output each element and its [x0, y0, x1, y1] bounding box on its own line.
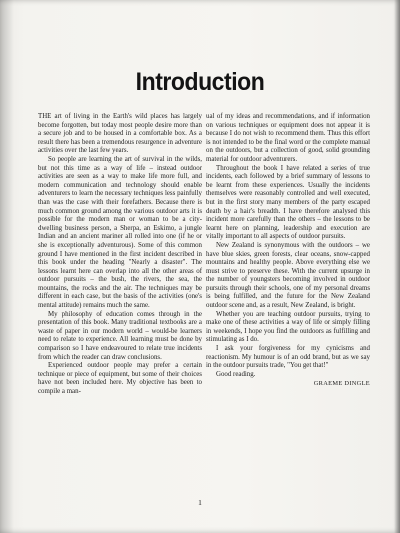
signoff: Good reading. — [216, 370, 256, 378]
page-number: 1 — [198, 498, 202, 507]
paragraph: THE art of living in the Earth's wild places has largely become forgotten, but today most people desire more than a secure job and to be housed in a comfortable box. As a result there has been a tremendous resurgence in adventure activities over the last few years. — [38, 113, 202, 155]
page-edge-shadow — [394, 0, 400, 533]
paragraph: New Zealand is synonymous with the outdoors – we have blue skies, green forests, clear oceans, snow-capped mountains and healthy people. Above everything else we must strive to preserve these. With the current upsurge in the number of youngsters becoming involved in outdoor pursuits through their schools, one of my personal dreams is being fulfilled, and the future for the New Zealand outdoor scene and, as a result, New Zealand, is bright. — [206, 241, 370, 310]
page-title: Introduction — [135, 68, 265, 96]
paragraph: I ask your forgiveness for my cynicisms and reactionism. My humour is of an odd brand, but as we say in the outdoor pursuits trade, "You get that!" — [206, 345, 370, 370]
paragraph: ual of my ideas and recommendations, and if information on various techniques or equipment does not appear it is because I do not wish to recommend them. Thus this effort is not intended to be the final word or the complete manual on the outdoors, but a collection of good, solid grounding material for outdoor adventurers. — [206, 113, 370, 163]
paragraph: My philosophy of education comes through in the presentation of this book. Many traditional textbooks are a waste of paper in our modern world – would-be learners need to relate to experience. All learning must be done by comparison so I have endeavoured to relate true incidents from which the reader can draw conclusions. — [38, 310, 202, 361]
paragraph: Whether you are teaching outdoor pursuits, trying to make one of these activities a way of life or simply filling in weekends, I hope you find the outdoors as fulfilling and stimulating as I do. — [206, 310, 370, 344]
paragraph: Throughout the book I have related a series of true incidents, each followed by a brief summary of lessons to be learnt from these experiences. Usually the incidents themselves were reasonably controlled and well executed, but in the first story many members of the party escaped death by a hair's breadth. I have therefore analysed this incident more carefully than the others – the lessons to be learnt here on planning, leadership and execution are vitally important to all aspects of outdoor pursuits. — [206, 164, 370, 241]
left-column — [38, 113, 202, 397]
paragraph: Experienced outdoor people may prefer a certain technique or piece of equipment, but some of their choices have not been included here. My objective has been to compile a man- — [38, 362, 202, 395]
author-signature: GRAEME DINGLE — [313, 380, 370, 388]
paragraph: So people are learning the art of survival in the wilds, but not this time as a way of life – instead outdoor activities are seen as a way to make life more full, and modern communication and technology should enable adventurers to learn the necessary techniques less painfully than was the case with their forefathers. Because there is much common ground among the various outdoor arts it is possible for the modern man or woman to be a city-dwelling business person, a Sherpa, an Eskimo, a jungle Indian and an ancient mariner all rolled into one (if he or she is exceptionally adventurous). Some of this common ground I have mentioned in the first incident described in this book under the heading "Nearly a disaster". The lessons learnt here can overlap into all the other areas of outdoor pursuits – the bush, the rivers, the sea, the mountains, the rocks and the air. The techniques may be different in each case, but the basis of the activities (one's mental attitude) remains much the same. — [38, 155, 202, 310]
right-column — [206, 113, 370, 389]
spine-shadow — [0, 0, 14, 533]
